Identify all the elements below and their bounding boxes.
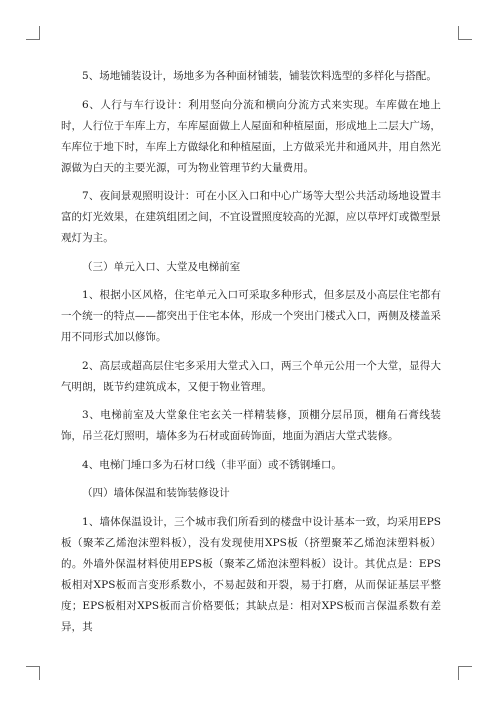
- crop-mark-bottom-right: [458, 666, 472, 680]
- crop-mark-top-left: [26, 26, 40, 40]
- crop-mark-top-right: [458, 26, 472, 40]
- paragraph-elevator-lobby: 3、电梯前室及大堂象住宅玄关一样精装修，顶棚分层吊顶，棚角石膏线装饰，吊兰花灯照明，墙体多为石材或面砖饰面，地面为酒店大堂式装修。: [61, 409, 441, 442]
- section-heading-entrance: （三）单元入口、大堂及电梯前室: [82, 260, 241, 273]
- section-heading-insulation: （四）墙体保温和装饰装修设计: [82, 487, 230, 499]
- document-body: [61, 66, 441, 645]
- paragraph-elevator-door: 4、电梯门埵口多为石材口线（非平面）或不锈钢埵口。: [82, 458, 342, 471]
- paragraph-wall-insulation: 1、墙体保温设计，三个城市我们所看到的楼盘中设计基本一致，均采用EPS板（聚苯乙烯泡沫塑料板），没有发现使用XPS板（挤塑聚苯乙烯泡沫塑料板）的。外墙外保温材料使用EPS板（聚苯乙烯泡沫塑料板）设计。其优点是：EPS板相对XPS板而言变形系数小，不易起鼓和开裂，易于打磨，从而保证基层平整度；EPS板相对XPS板而言价格要低；其缺点是：相对XPS板而言保温系数有差异，其: [61, 515, 441, 633]
- paragraph-unit-entrance: 1、根据小区风格，住宅单元入口可采取多种形式，但多层及小高层住宅都有一个统一的特点——都突出于住宅本体，形成一个突出门楼式入口，两侧及楼盖采用不同形式加以修饰。: [61, 289, 441, 343]
- crop-mark-bottom-left: [26, 666, 40, 680]
- paragraph-night-lighting: 7、夜间景观照明设计：可在小区入口和中心广场等大型公共活动场地设置丰富的灯光效果，在建筑组团之间，不宜设置照度较高的光源，应以草坪灯或微型景观灯为主。: [61, 190, 441, 244]
- paragraph-paving-design: 5、场地铺装设计，场地多为各种面材铺装，铺装饮料选型的多样化与搭配。: [82, 70, 437, 82]
- paragraph-traffic-design: 6、人行与车行设计：利用竖向分流和横向分流方式来实现。车库做在地上时，人行位于车库上方，车库屋面做上人屋面和种植屋面，形成地上二层大广场，车库位于地下时，车库上方做绿化和种植屋面，上方做采光井和通风井，用自然光源做为白天的主要光源，可为物业管理节约大量费用。: [61, 98, 441, 174]
- paragraph-lobby-entrance: 2、高层或超高层住宅多采用大堂式入口，两三个单元公用一个大堂，显得大气明朗，既节约建筑成本，又便于物业管理。: [61, 359, 441, 393]
